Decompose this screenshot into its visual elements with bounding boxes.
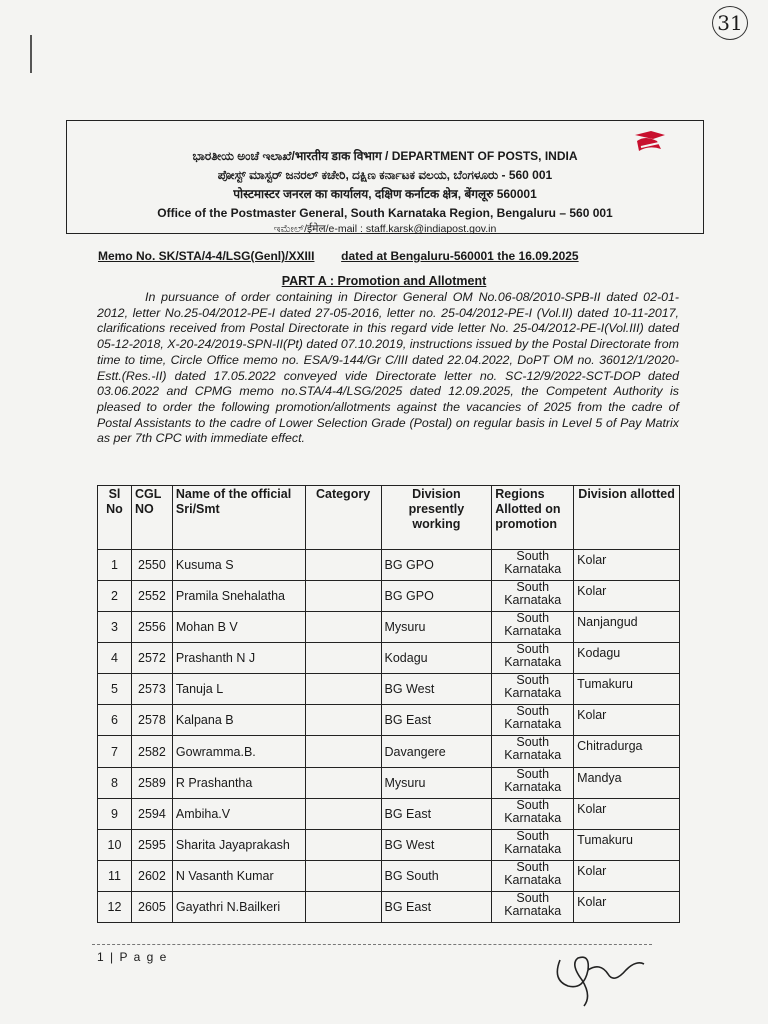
cell-region: South Karnataka — [492, 736, 574, 767]
cell-division-working: BG South — [381, 860, 492, 891]
signature — [548, 940, 658, 1010]
order-paragraph: In pursuance of order containing in Director General OM No.06-08/2010-SPB-II dated 02-01-2012, letter No.25-04/2012-PE-I dated 27-05-2016, letter no. 25-04/2012-PE-I (Vol.II) dated 10-11-2017, clarifications received from Postal Directorate in this regard vide letter No. 25-04/2012-PE-I(Vol.III) dated 05-12-2018, X-20-24/2019-SPN-II(Pt) dated 07.10.2019, instructions issued by the Postal Directorate from time to time, Circle Office memo no. ESA/9-144/Gr C/III dated 22.04.2022, DoPT OM no. 36012/1/2020-Estt.(Res.-II) dated 17.05.2022 conveyed vide Directorate letter no. SC-12/9/2022-SCT-DOP dated 03.06.2022 and CPMG memo no.STA/4-4/LSG/2025 dated 12.09.2025, the Competent Authority is pleased to order the following promotion/allotments against the vacancies of 2025 from the cadre of Postal Assistants to the cadre of Lower Selection Grade (Postal) on regular basis in Level 5 of Pay Matrix as per 7th CPC with immediate effect. — [97, 290, 679, 446]
table-row — [98, 736, 680, 767]
cell-division-working: BG East — [381, 891, 492, 922]
cell-division-working: BG East — [381, 798, 492, 829]
table-row — [98, 860, 680, 891]
cell-division-working: Kodagu — [381, 643, 492, 674]
cell-name: Ambiha.V — [172, 798, 305, 829]
cell-cgl: 2589 — [131, 767, 172, 798]
cell-cgl: 2605 — [131, 891, 172, 922]
cell-region: South Karnataka — [492, 643, 574, 674]
table-row — [98, 705, 680, 736]
cell-category — [305, 643, 381, 674]
header-category: Category — [305, 486, 381, 550]
cell-sl: 4 — [98, 643, 132, 674]
header-division-allotted: Division allotted — [574, 486, 680, 550]
cell-division-allotted: Kolar — [574, 891, 680, 922]
cell-cgl: 2573 — [131, 674, 172, 705]
header-region: Regions Allotted on promotion — [492, 486, 574, 550]
cell-name: Kalpana B — [172, 705, 305, 736]
cell-division-working: Davangere — [381, 736, 492, 767]
cell-sl: 1 — [98, 550, 132, 581]
handwritten-page-number: 31 — [712, 6, 748, 40]
letterhead — [66, 120, 704, 234]
cell-sl: 11 — [98, 860, 132, 891]
header-sl: Sl No — [98, 486, 132, 550]
cell-sl: 12 — [98, 891, 132, 922]
cell-name: Tanuja L — [172, 674, 305, 705]
cell-division-allotted: Kolar — [574, 705, 680, 736]
cell-region: South Karnataka — [492, 674, 574, 705]
cell-category — [305, 705, 381, 736]
cell-sl: 8 — [98, 767, 132, 798]
table-row — [98, 674, 680, 705]
cell-division-allotted: Kolar — [574, 581, 680, 612]
cell-cgl: 2594 — [131, 798, 172, 829]
table-row — [98, 550, 680, 581]
cell-division-working: BG West — [381, 829, 492, 860]
cell-region: South Karnataka — [492, 798, 574, 829]
office-english-line: Office of the Postmaster General, South Karnataka Region, Bengaluru – 560 001 — [157, 206, 613, 220]
memo-date: dated at Bengaluru-560001 the 16.09.2025 — [341, 249, 579, 263]
cell-region: South Karnataka — [492, 860, 574, 891]
cell-name: Gayathri N.Bailkeri — [172, 891, 305, 922]
cell-name: Sharita Jayaprakash — [172, 829, 305, 860]
cell-division-allotted: Tumakuru — [574, 674, 680, 705]
memo-line — [98, 249, 668, 263]
cell-region: South Karnataka — [492, 550, 574, 581]
cell-division-allotted: Mandya — [574, 767, 680, 798]
cell-cgl: 2552 — [131, 581, 172, 612]
cell-division-allotted: Kolar — [574, 550, 680, 581]
cell-cgl: 2602 — [131, 860, 172, 891]
cell-region: South Karnataka — [492, 705, 574, 736]
cell-region: South Karnataka — [492, 767, 574, 798]
cell-cgl: 2572 — [131, 643, 172, 674]
cell-sl: 10 — [98, 829, 132, 860]
cell-division-working: BG GPO — [381, 581, 492, 612]
header-name: Name of the official Sri/Smt — [172, 486, 305, 550]
cell-division-allotted: Nanjangud — [574, 612, 680, 643]
cell-sl: 9 — [98, 798, 132, 829]
cell-division-working: BG GPO — [381, 550, 492, 581]
cell-category — [305, 829, 381, 860]
cell-name: Mohan B V — [172, 612, 305, 643]
cell-category — [305, 798, 381, 829]
table-row — [98, 643, 680, 674]
cell-division-allotted: Kodagu — [574, 643, 680, 674]
cell-cgl: 2582 — [131, 736, 172, 767]
table-row — [98, 798, 680, 829]
memo-number: Memo No. SK/STA/4-4/LSG(Genl)/XXIII — [98, 249, 315, 263]
cell-cgl: 2556 — [131, 612, 172, 643]
cell-category — [305, 550, 381, 581]
cell-sl: 2 — [98, 581, 132, 612]
office-kannada-line: ಪೋಸ್ಟ್ ಮಾಸ್ಟರ್ ಜನರಲ್ ಕಚೇರಿ, ದಕ್ಷಿಣ ಕರ್ನಾಟಕ ವಲಯ, ಬೆಂಗಳೂರು - 560 001 — [217, 168, 553, 182]
cell-division-allotted: Kolar — [574, 860, 680, 891]
cell-division-allotted: Tumakuru — [574, 829, 680, 860]
part-title: PART A : Promotion and Allotment — [281, 274, 487, 288]
department-line: ಭಾರತೀಯ ಅಂಚೆ ಇಲಾಖೆ/भारतीय डाक विभाग / DEPARTMENT OF POSTS, INDIA — [192, 149, 578, 163]
table-row — [98, 581, 680, 612]
cell-division-allotted: Chitradurga — [574, 736, 680, 767]
cell-division-working: BG West — [381, 674, 492, 705]
cell-region: South Karnataka — [492, 612, 574, 643]
office-hindi-line: पोस्टमास्टर जनरल का कार्यालय, दक्षिण कर्नाटक क्षेत्र, बेंगलूरु 560001 — [233, 187, 537, 201]
cell-category — [305, 860, 381, 891]
cell-name: Gowramma.B. — [172, 736, 305, 767]
table-row — [98, 891, 680, 922]
cell-sl: 6 — [98, 705, 132, 736]
cell-sl: 3 — [98, 612, 132, 643]
table-header-row — [98, 486, 680, 550]
cell-region: South Karnataka — [492, 581, 574, 612]
allotment-table — [97, 485, 680, 923]
table-row — [98, 767, 680, 798]
cell-sl: 7 — [98, 736, 132, 767]
cell-division-working: BG East — [381, 705, 492, 736]
table-row — [98, 612, 680, 643]
cell-cgl: 2578 — [131, 705, 172, 736]
page-footer: 1 | P a g e — [97, 950, 168, 964]
cell-name: Pramila Snehalatha — [172, 581, 305, 612]
cell-region: South Karnataka — [492, 829, 574, 860]
header-division-working: Division presently working — [381, 486, 492, 550]
cell-category — [305, 767, 381, 798]
cell-cgl: 2595 — [131, 829, 172, 860]
cell-category — [305, 736, 381, 767]
cell-division-allotted: Kolar — [574, 798, 680, 829]
header-cgl: CGL NO — [131, 486, 172, 550]
cell-name: N Vasanth Kumar — [172, 860, 305, 891]
cell-division-working: Mysuru — [381, 767, 492, 798]
cell-sl: 5 — [98, 674, 132, 705]
cell-category — [305, 612, 381, 643]
cell-name: R Prashantha — [172, 767, 305, 798]
cell-category — [305, 891, 381, 922]
cell-name: Prashanth N J — [172, 643, 305, 674]
email-link[interactable]: staff.karsk@indiapost.gov.in — [365, 223, 497, 235]
table-row — [98, 829, 680, 860]
cell-name: Kusuma S — [172, 550, 305, 581]
margin-mark — [30, 35, 32, 73]
cell-division-working: Mysuru — [381, 612, 492, 643]
cell-category — [305, 581, 381, 612]
cell-cgl: 2550 — [131, 550, 172, 581]
cell-category — [305, 674, 381, 705]
cell-region: South Karnataka — [492, 891, 574, 922]
email-line: ಇಮೇಲ್/ईमेल/e-mail : staff.karsk@indiapost.gov.in — [273, 223, 497, 235]
